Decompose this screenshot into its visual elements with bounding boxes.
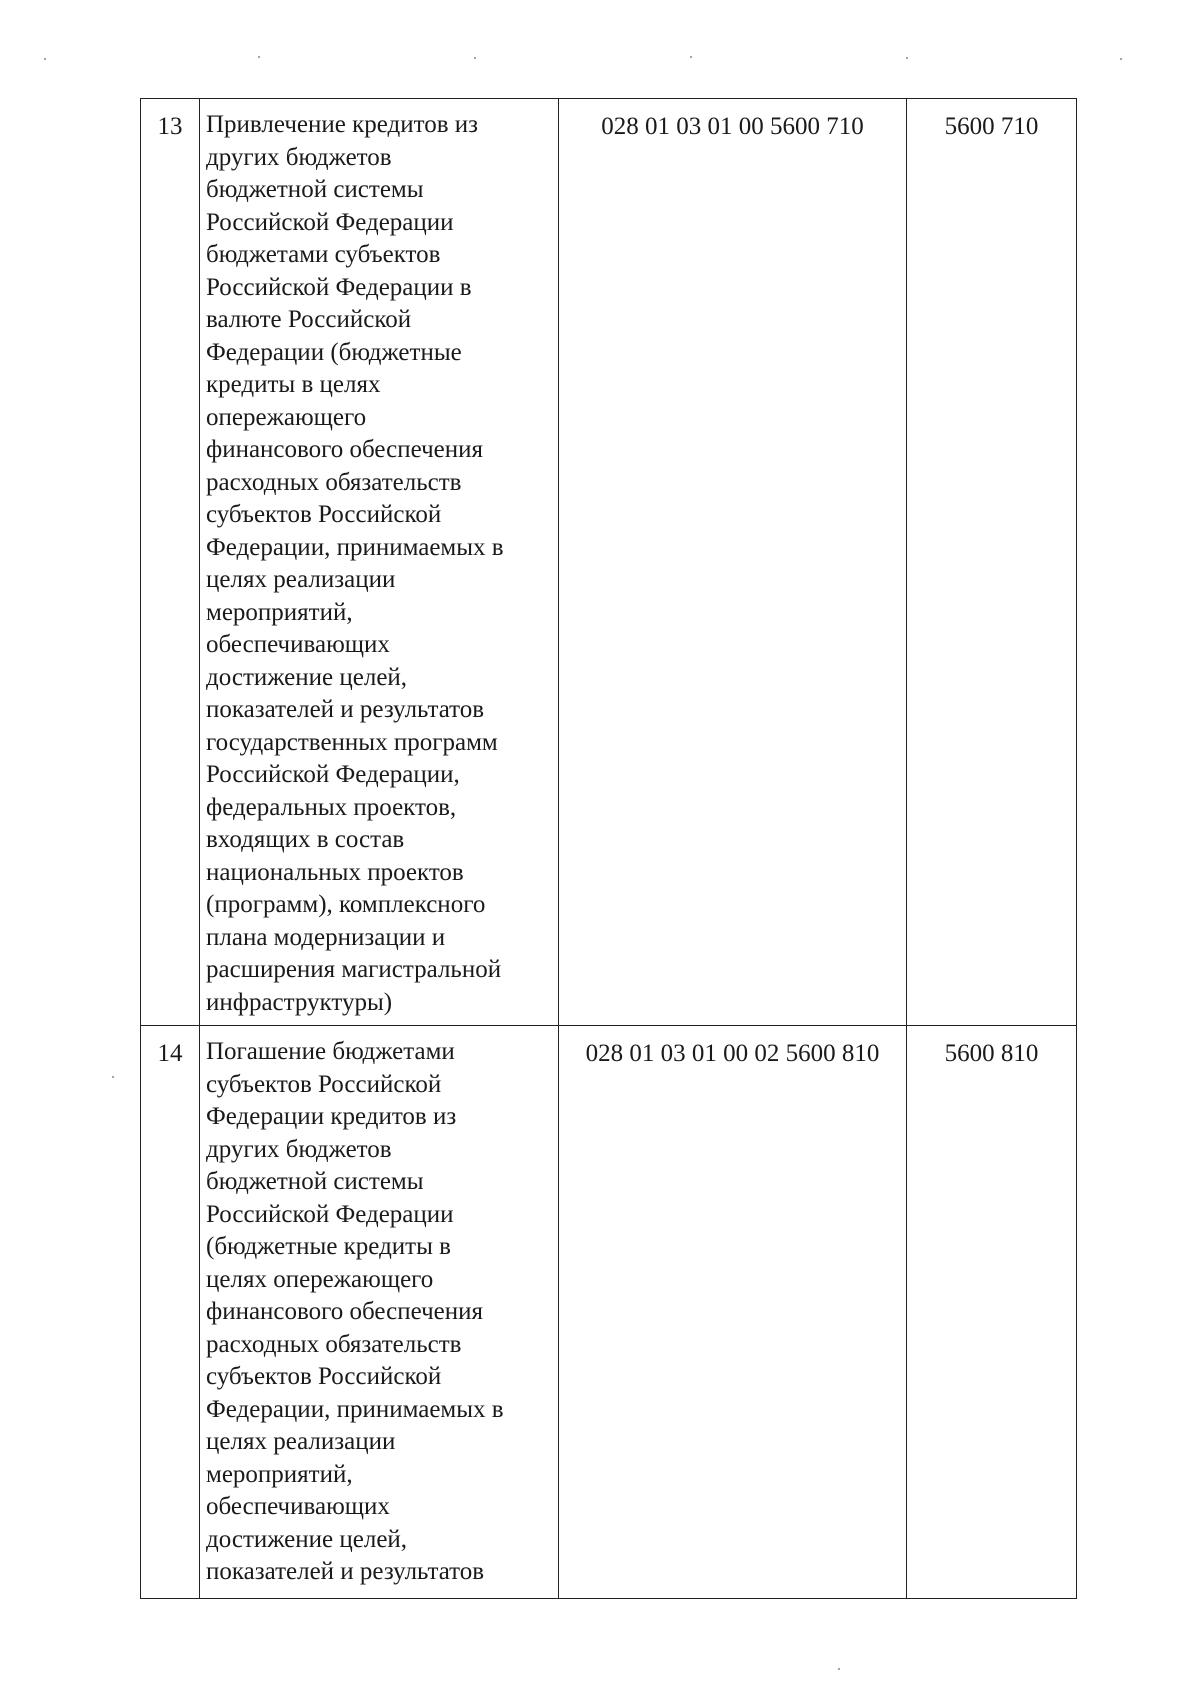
short-code-cell xyxy=(907,99,1077,1026)
row-number: 14 xyxy=(157,1040,183,1067)
scan-artifact-dot xyxy=(838,1668,840,1670)
scan-artifact-dot xyxy=(112,1076,114,1078)
budget-sources-table xyxy=(140,98,1077,1599)
budget-classification-code: 028 01 03 01 00 5600 710 xyxy=(601,113,864,140)
description-cell xyxy=(200,99,559,1026)
short-code-cell xyxy=(907,1026,1077,1599)
description-cell xyxy=(200,1026,559,1599)
budget-code-cell xyxy=(559,1026,907,1599)
row-description: Привлечение кредитов из других бюджетов бюджетной системы Российской Федерации бюджетами субъектов Российской Федерации в валюте Российской Федерации (бюджетные кредиты в целях опережающего финансового обеспечения расходных обязательств субъектов Российской Федерации, принимаемых в целях реализации мероприятий, обеспечивающих достижение целей, показателей и результатов государственных программ Российской Федерации, федеральных проектов, входящих в состав национальных проектов (программ), комплексного плана модернизации и расширения магистральной инфраструктуры) xyxy=(206,111,504,1016)
budget-classification-code: 028 01 03 01 00 02 5600 810 xyxy=(585,1040,880,1067)
table-row xyxy=(141,1026,1077,1599)
row-number: 13 xyxy=(157,113,183,140)
row-number-cell xyxy=(141,1026,200,1599)
scan-artifact-dot xyxy=(474,57,476,59)
row-number-cell xyxy=(141,99,200,1026)
scan-artifact-dot xyxy=(44,58,46,60)
table-row xyxy=(141,99,1077,1026)
scan-artifact-dot xyxy=(258,56,260,58)
scan-artifact-dot xyxy=(906,57,908,59)
scan-artifact-dot xyxy=(1120,58,1122,60)
short-code: 5600 710 xyxy=(944,113,1039,140)
budget-code-cell xyxy=(559,99,907,1026)
row-description: Погашение бюджетами субъектов Российской Федерации кредитов из других бюджетов бюджетной системы Российской Федерации (бюджетные кредиты в целях опережающего финансового обеспечения расходных обязательств субъектов Российской Федерации, принимаемых в целях реализации мероприятий, обеспечивающих достижение целей, показателей и результатов xyxy=(206,1038,504,1585)
scan-artifact-dot xyxy=(690,56,692,58)
short-code: 5600 810 xyxy=(944,1040,1039,1067)
